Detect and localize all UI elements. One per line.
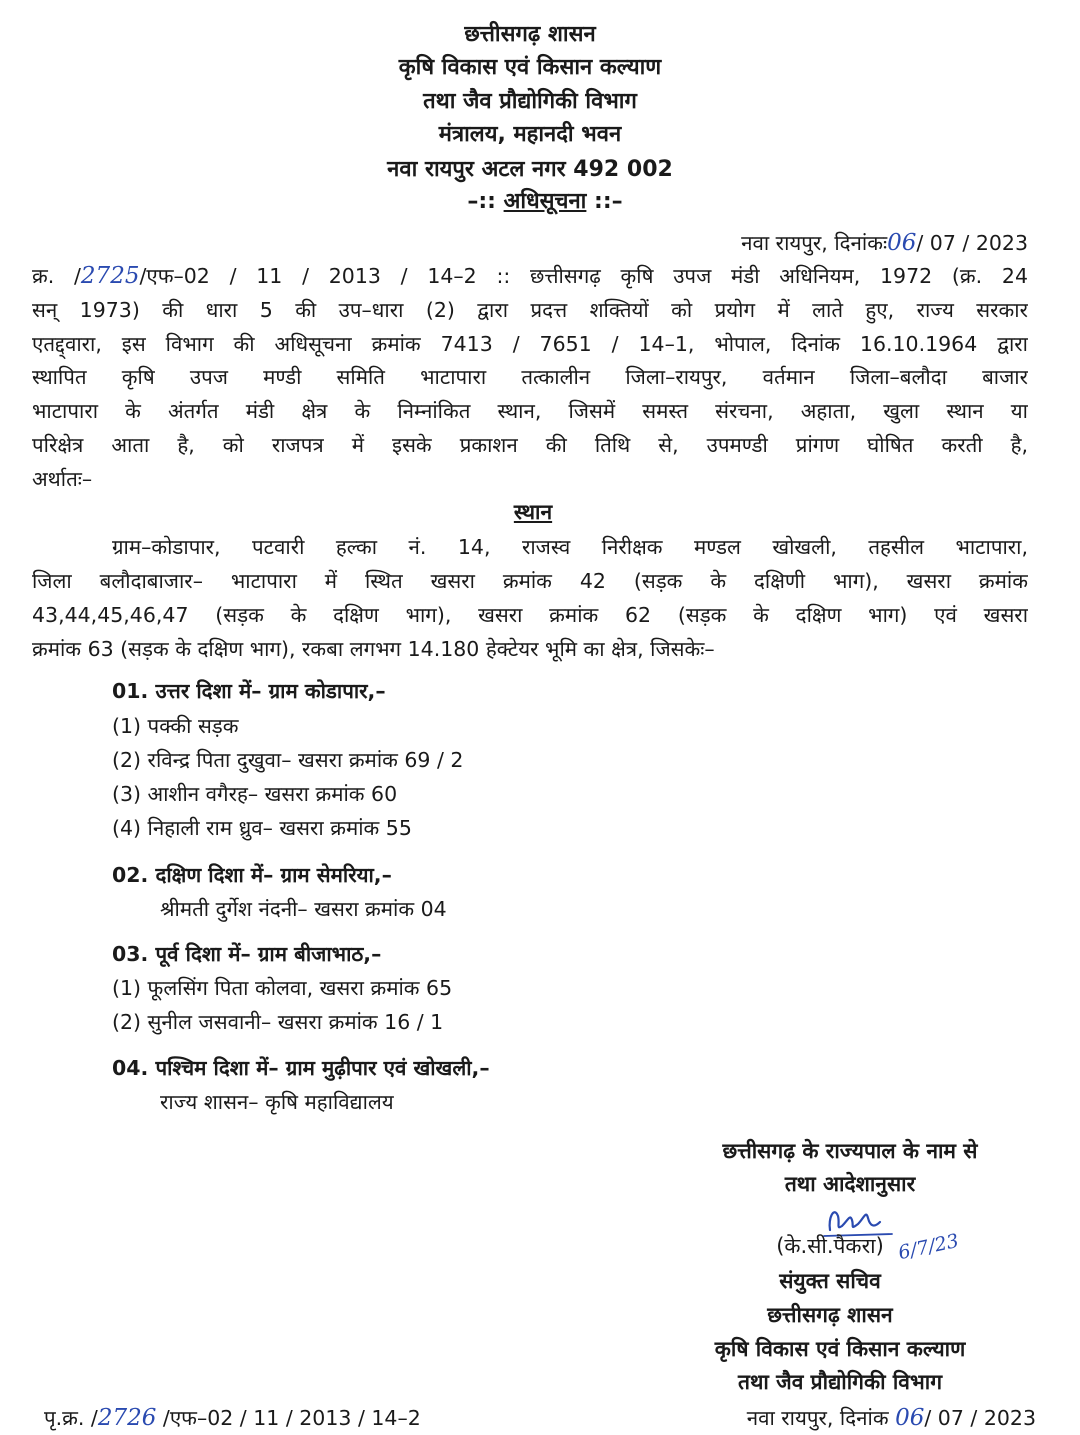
place-line-2: जिला बलौदाबाजार– भाटापारा में स्थित खसरा क्रमांक 42 (सड़क के दक्षिणी भाग), खसरा क्रमांक (32, 569, 1028, 593)
notification-title: –:: अधिसूचना ::– (467, 189, 623, 214)
signatory-org-2: कृषि विकास एवं किसान कल्याण (714, 1337, 966, 1361)
north-item-2: (2) रविन्द्र पिता दुखुवा– खसरा क्रमांक 69 / 2 (112, 748, 464, 772)
east-heading: 03. पूर्व दिशा में– ग्राम बीजाभाठ,– (112, 942, 382, 966)
east-item-1: (1) फूलसिंग पिता कोलवा, खसरा क्रमांक 65 (112, 976, 453, 1000)
ref-number-handwritten: 2725 (80, 263, 140, 289)
footer-ref: पृ.क्र. /2726 /एफ–02 / 11 / 2013 / 14–2 (44, 1405, 421, 1431)
header-department: कृषि विकास एवं किसान कल्याण (398, 55, 662, 80)
footer-ref-number-handwritten: 2726 (97, 1405, 157, 1431)
north-item-4: (4) निहाली राम ध्रुव– खसरा क्रमांक 55 (112, 816, 412, 840)
body-line-7: अर्थातः– (32, 467, 93, 491)
east-item-2: (2) सुनील जसवानी– खसरा क्रमांक 16 / 1 (112, 1010, 444, 1034)
body-line-1: क्र. /2725/एफ–02 / 11 / 2013 / 14–2 :: छत्तीसगढ़ कृषि उपज मंडी अधिनियम, 1972 (क्र. 24 (32, 263, 1028, 289)
place-line-1: ग्राम–कोडापार, पटवारी हल्का नं. 14, राजस्व निरीक्षक मण्डल खोखली, तहसील भाटापारा, (112, 535, 1028, 559)
header-department-cont: तथा जैव प्रौद्योगिकी विभाग (423, 89, 637, 114)
body-line-3: एतद्द्वारा, इस विभाग की अधिसूचना क्रमांक 7413 / 7651 / 14–1, भोपाल, दिनांक 16.10.1964 द्वारा (32, 332, 1028, 356)
place-title: स्थान (513, 500, 553, 524)
body-line-5: भाटापारा के अंतर्गत मंडी क्षेत्र के निम्नांकित स्थान, जिसमें समस्त संरचना, अहाता, खुला स्थान या (32, 399, 1028, 423)
signatory-org-3: तथा जैव प्रौद्योगिकी विभाग (737, 1370, 943, 1394)
body-line-6: परिक्षेत्र आता है, को राजपत्र में इसके प्रकाशन की तिथि से, उपमण्डी प्रांगण घोषित करती है, (32, 433, 1028, 457)
west-item-1: राज्य शासन– कृषि महाविद्यालय (160, 1090, 394, 1114)
place-line-4: क्रमांक 63 (सड़क के दक्षिण भाग), रकबा लगभग 14.180 हेक्टेयर भूमि का क्षेत्र, जिसकेः– (32, 637, 715, 661)
signature-authority-line: छत्तीसगढ़ के राज्यपाल के नाम से (722, 1139, 978, 1163)
body-line-4: स्थापित कृषि उपज मण्डी समिति भाटापारा तत्कालीन जिला–रायपुर, वर्तमान जिला–बलौदा बाजार (32, 365, 1028, 389)
signature-order-line: तथा आदेशानुसार (784, 1172, 916, 1196)
north-heading: 01. उत्तर दिशा में– ग्राम कोडापार,– (112, 679, 386, 703)
date-line: नवा रायपुर, दिनांकः06/ 07 / 2023 (741, 230, 1028, 256)
header-address: नवा रायपुर अटल नगर 492 002 (387, 157, 673, 182)
footer-date: नवा रायपुर, दिनांक 06/ 07 / 2023 (746, 1405, 1036, 1431)
signatory-name: (के.सी.पैकरा) (776, 1234, 884, 1258)
signatory-org-1: छत्तीसगढ़ शासन (767, 1303, 893, 1327)
signatory-designation: संयुक्त सचिव (779, 1269, 881, 1293)
south-heading: 02. दक्षिण दिशा में– ग्राम सेमरिया,– (112, 863, 392, 887)
place-line-3: 43,44,45,46,47 (सड़क के दक्षिण भाग), खसरा क्रमांक 62 (सड़क के दक्षिण भाग) एवं खसरा (32, 603, 1028, 627)
north-item-1: (1) पक्की सड़क (112, 714, 239, 738)
header-government: छत्तीसगढ़ शासन (464, 22, 596, 47)
north-item-3: (3) आशीन वगैरह– खसरा क्रमांक 60 (112, 782, 398, 806)
header-ministry: मंत्रालय, महानदी भवन (438, 122, 622, 147)
south-item-1: श्रीमती दुर्गेश नंदनी– खसरा क्रमांक 04 (160, 897, 447, 921)
signature-date-handwritten: 6/7/23 (896, 1229, 961, 1265)
west-heading: 04. पश्चिम दिशा में– ग्राम मुढ़ीपार एवं खोखली,– (112, 1056, 490, 1080)
body-line-2: सन् 1973) की धारा 5 की उप–धारा (2) द्वारा प्रदत्त शक्तियों को प्रयोग में लाते हुए, राज्य सरकार (32, 298, 1028, 322)
